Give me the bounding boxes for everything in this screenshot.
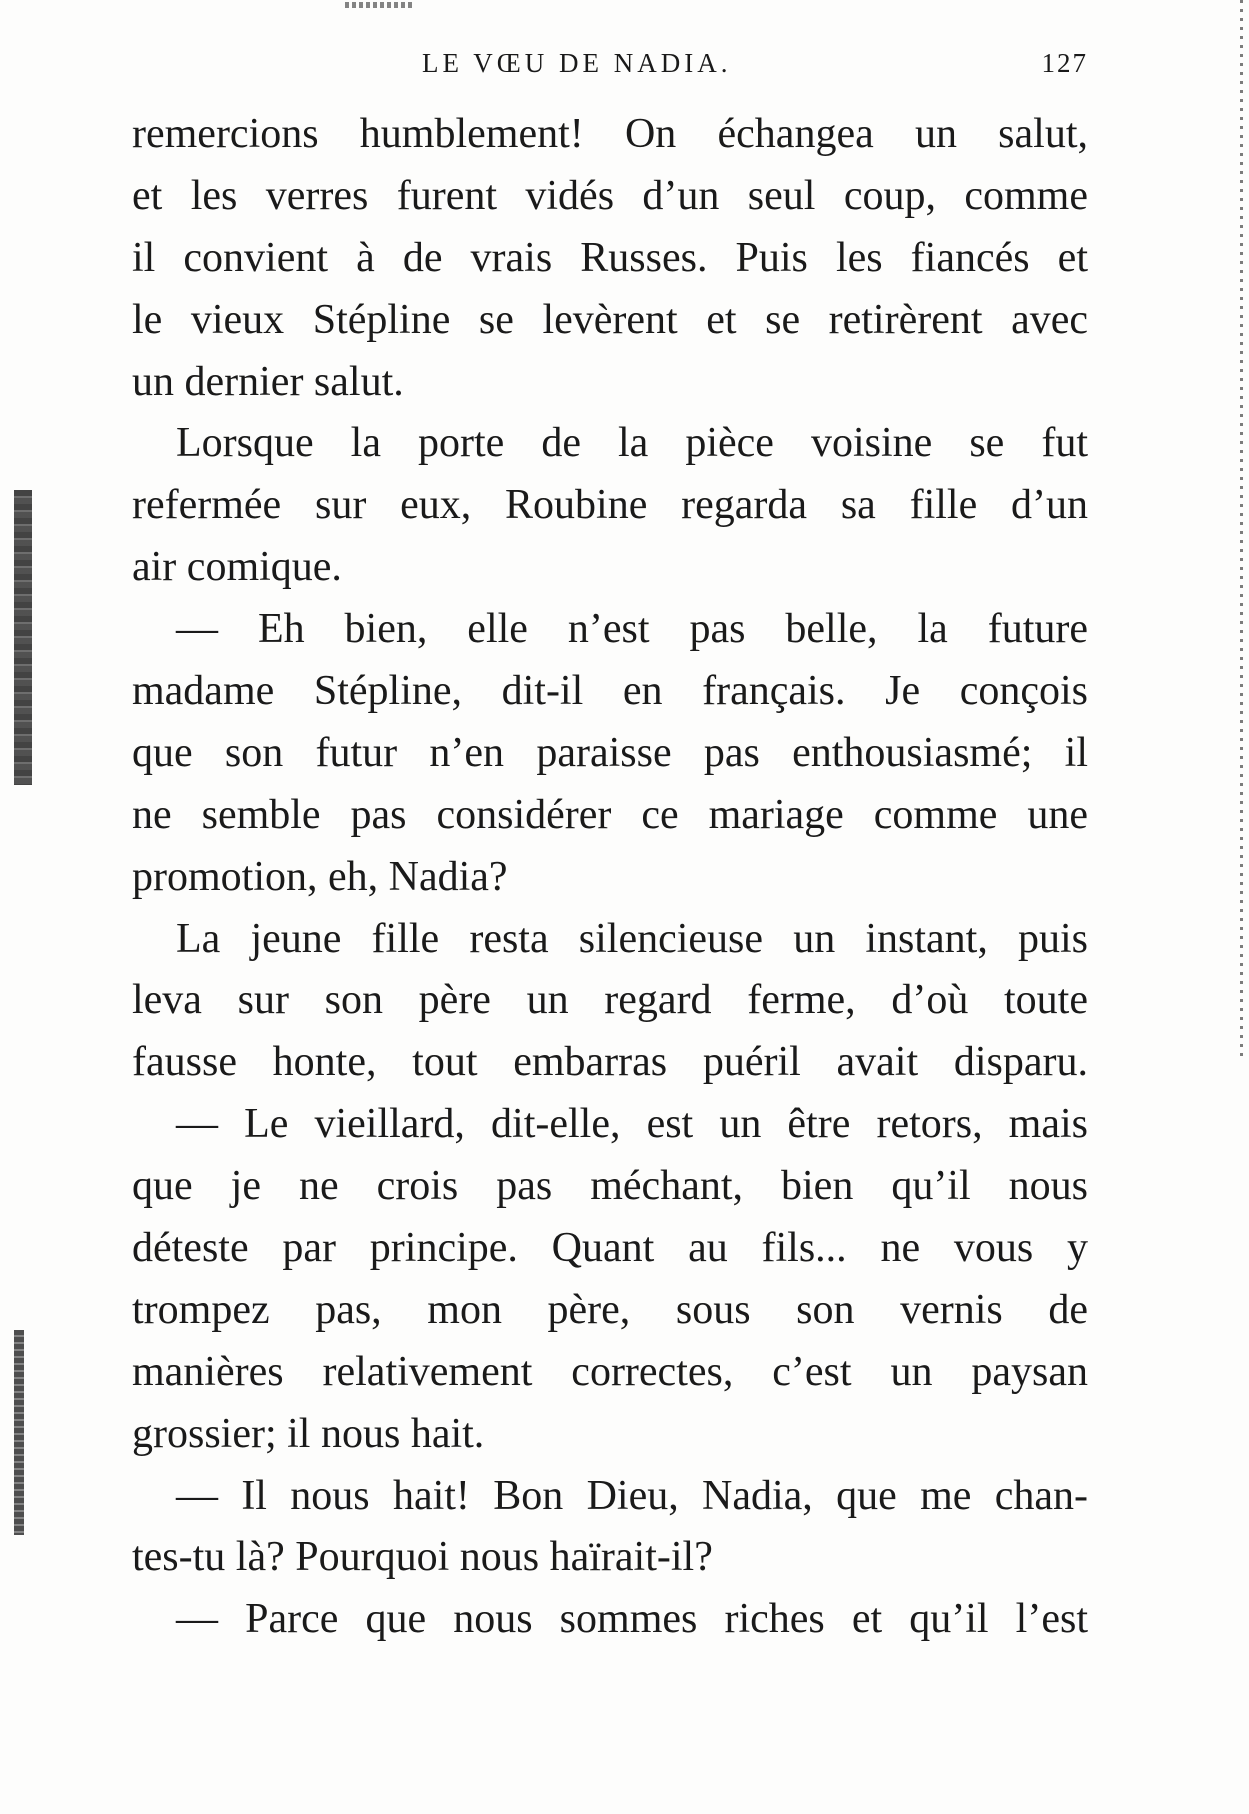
text-line: leva sur son père un regard ferme, d’où toute	[132, 977, 1088, 1024]
text-line: remercions humblement! On échangea un salut,	[132, 111, 1088, 157]
text-line: La jeune fille resta silencieuse un instant, puis	[176, 915, 1088, 962]
scan-artifact-left-lower	[14, 1330, 24, 1535]
text-line: trompez pas, mon père, sous son vernis de	[132, 1286, 1088, 1333]
text-line: un dernier salut.	[132, 358, 404, 405]
text-line: promotion, eh, Nadia?	[132, 853, 508, 900]
scan-artifact-left-upper	[14, 490, 32, 785]
page-number: 127	[1041, 48, 1088, 78]
text-line: tes-tu là? Pourquoi nous haïrait-il?	[132, 1534, 713, 1581]
body-text	[132, 104, 1088, 1651]
text-line: et les verres furent vidés d’un seul coup, comme	[132, 172, 1088, 219]
text-line: — Le vieillard, dit-elle, est un être retors, mais	[176, 1101, 1088, 1148]
text-line: — Eh bien, elle n’est pas belle, la future	[176, 606, 1088, 653]
text-line: refermée sur eux, Roubine regarda sa fille d’un	[132, 482, 1088, 529]
scan-artifact-right	[1240, 0, 1243, 1060]
text-line: déteste par principe. Quant au fils... ne vous y	[132, 1225, 1088, 1272]
text-line: manières relativement correctes, c’est un paysan	[132, 1348, 1088, 1395]
text-line: — Il nous hait! Bon Dieu, Nadia, que me chan-	[176, 1472, 1088, 1519]
text-line: Lorsque la porte de la pièce voisine se fut	[176, 420, 1088, 467]
text-line: madame Stépline, dit-il en français. Je conçois	[132, 668, 1088, 715]
text-line: que son futur n’en paraisse pas enthousiasmé; il	[132, 729, 1088, 776]
scan-artifact-top	[345, 2, 415, 8]
text-line: que je ne crois pas méchant, bien qu’il nous	[132, 1163, 1088, 1210]
text-line: grossier; il nous hait.	[132, 1410, 485, 1457]
text-line: ne semble pas considérer ce mariage comme une	[132, 791, 1088, 838]
text-line: le vieux Stépline se levèrent et se retirèrent avec	[132, 296, 1088, 343]
running-head	[132, 48, 1088, 88]
running-title: LE VŒU DE NADIA.	[422, 48, 732, 78]
text-line: il convient à de vrais Russes. Puis les fiancés et	[132, 234, 1088, 281]
text-line: fausse honte, tout embarras puéril avait disparu.	[132, 1039, 1088, 1086]
text-line: — Parce que nous sommes riches et qu’il l’est	[176, 1596, 1088, 1643]
text-line: air comique.	[132, 544, 342, 591]
